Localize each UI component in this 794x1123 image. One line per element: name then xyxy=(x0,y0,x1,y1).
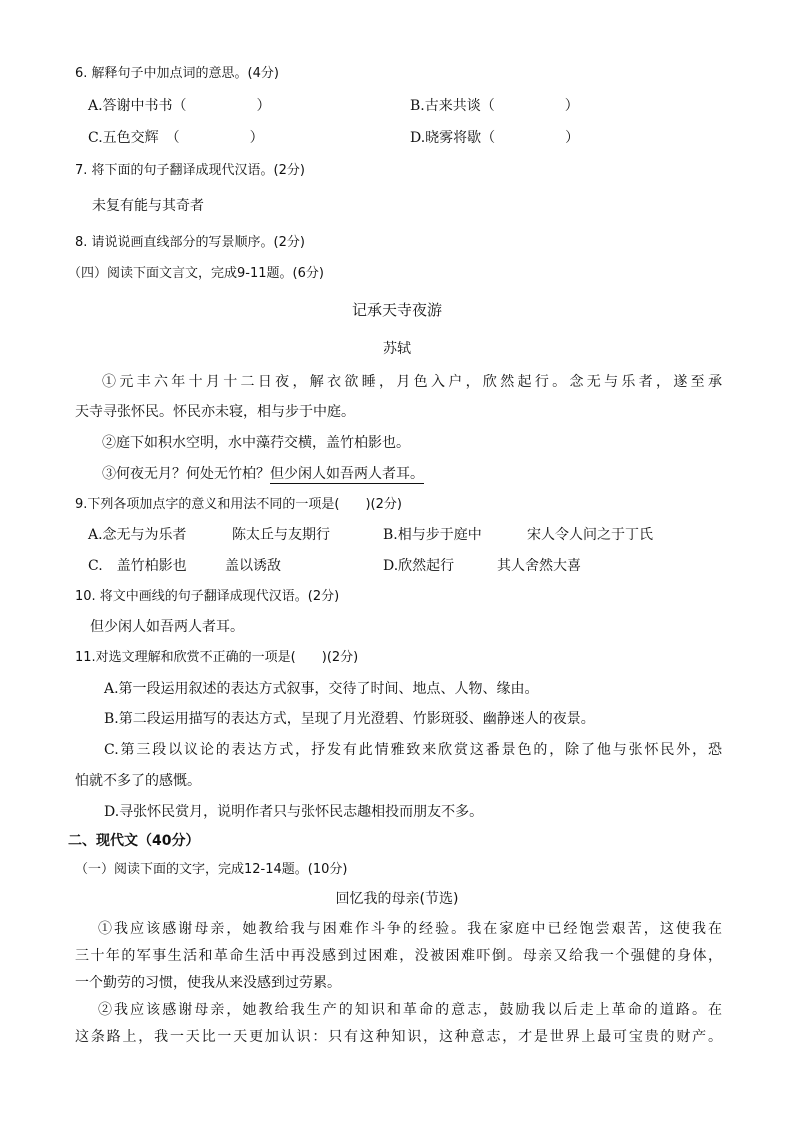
part2-p1-line2: 三十年的军事生活和革命生活中再没感到过困难，没被困难吓倒。母亲又给我一个强健的身体， xyxy=(75,948,722,964)
q6-option-d: D.晓雾将歇（ ） xyxy=(410,130,580,146)
q9-option-a1: A.念无与为乐者 xyxy=(88,527,187,543)
q10-stem: 10. 将文中画线的句子翻译成现代汉语。(2分) xyxy=(75,589,340,604)
passage-p1-line1: ①元丰六年十月十二日夜，解衣欲睡，月色入户，欣然起行。念无与乐者，遂至承 xyxy=(102,374,722,390)
q7-sentence: 未复有能与其奇者 xyxy=(92,198,204,214)
q9-option-b1: B.相与步于庭中 xyxy=(383,527,482,543)
q9-option-a2: 陈太丘与友期行 xyxy=(232,527,330,543)
q6-option-c: C.五色交辉 （ ） xyxy=(88,130,264,146)
q8-stem: 8. 请说说画直线部分的写景顺序。(2分) xyxy=(75,235,305,250)
part2-stem: （一）阅读下面的文字，完成12-14题。(10分) xyxy=(75,862,348,877)
section4-author: 苏轼 xyxy=(383,341,411,357)
passage-p2: ②庭下如积水空明，水中藻荇交横，盖竹柏影也。 xyxy=(102,435,410,451)
q9-option-d1: D.欣然起行 xyxy=(383,558,455,574)
q9-option-c1: C. 盖竹柏影也 xyxy=(88,558,187,574)
part2-p2-line2: 这条路上，我一天比一天更加认识：只有这种知识，这种意志，才是世界上最可宝贵的财产。 xyxy=(75,1029,722,1045)
q11-option-b: B.第二段运用描写的表达方式，呈现了月光澄碧、竹影斑驳、幽静迷人的夜景。 xyxy=(104,711,595,727)
q9-option-c2: 盖以诱敌 xyxy=(225,558,281,574)
q11-option-c-line2: 怕就不多了的感慨。 xyxy=(75,773,201,789)
passage-p1-line2: 天寺寻张怀民。怀民亦未寝，相与步于中庭。 xyxy=(75,404,355,420)
q6-stem: 6. 解释句子中加点词的意思。(4分) xyxy=(75,66,279,81)
part2-p1-line3: 一个勤劳的习惯，使我从来没感到过劳累。 xyxy=(75,975,341,991)
passage-p3-plain: ③何夜无月？何处无竹柏？ xyxy=(102,466,270,482)
q11-option-c-line1: C.第三段以议论的表达方式，抒发有此情雅致来欣赏这番景色的，除了他与张怀民外，恐 xyxy=(104,742,722,758)
q6-option-b: B.古来共谈（ ） xyxy=(410,98,579,114)
q6-option-a: A.答谢中书书（ ） xyxy=(88,98,271,114)
q9-option-d2: 其人舍然大喜 xyxy=(497,558,581,574)
passage-p3 xyxy=(102,464,424,484)
section4-stem: （四）阅读下面文言文，完成9-11题。(6分) xyxy=(68,266,324,281)
section4-title: 记承天寺夜游 xyxy=(351,301,442,319)
part2-title: 回忆我的母亲(节选) xyxy=(335,891,459,907)
q11-option-a: A.第一段运用叙述的表达方式叙事，交待了时间、地点、人物、缘由。 xyxy=(104,681,539,697)
q11-stem: 11.对选文理解和欣赏不正确的一项是( )(2分) xyxy=(75,650,359,665)
part2-p1-line1: ①我应该感谢母亲，她教给我与困难作斗争的经验。我在家庭中已经饱尝艰苦，这使我在 xyxy=(98,921,722,937)
passage-p3-underlined: 但少闲人如吾两人者耳。 xyxy=(270,466,424,482)
q7-stem: 7. 将下面的句子翻译成现代汉语。(2分) xyxy=(75,163,305,178)
q9-stem: 9.下列各项加点字的意义和用法不同的一项是( )(2分) xyxy=(75,497,402,512)
q9-option-b2: 宋人令人问之于丁氏 xyxy=(527,527,653,543)
part2-heading: 二、现代文（40分） xyxy=(68,833,200,849)
q10-sentence: 但少闲人如吾两人者耳。 xyxy=(90,619,244,635)
q11-option-d: D.寻张怀民赏月，说明作者只与张怀民志趣相投而朋友不多。 xyxy=(104,804,484,820)
part2-p2-line1: ②我应该感谢母亲，她教给我生产的知识和革命的意志，鼓励我以后走上革命的道路。在 xyxy=(98,1002,722,1018)
